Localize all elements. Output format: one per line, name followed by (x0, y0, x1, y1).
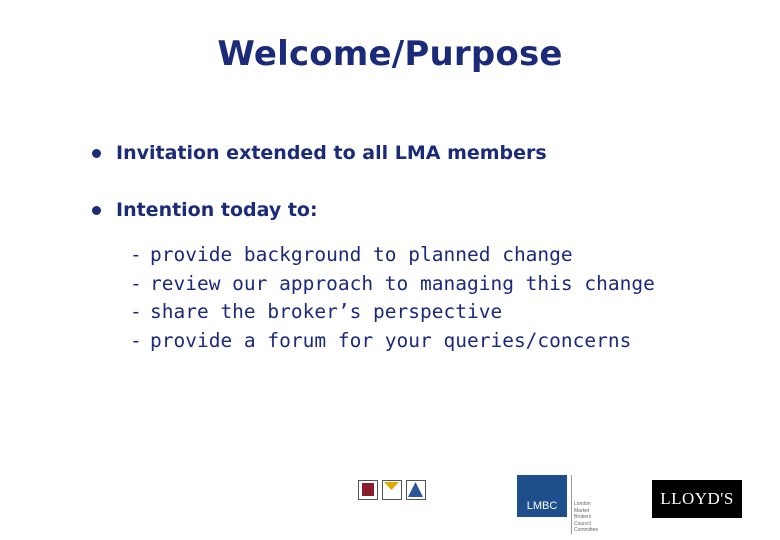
sub-item (130, 241, 655, 270)
slide-title: Welcome/Purpose (217, 34, 563, 74)
dash-marker: - (130, 328, 142, 352)
sub-item-list (130, 241, 655, 355)
sub-item (130, 270, 655, 299)
lma-logo-triangle-icon (406, 480, 426, 500)
bullet-dot-icon (92, 206, 101, 215)
lmbc-logo-tagline: London Market Brokers Council Committee (571, 475, 606, 534)
sub-item (130, 327, 655, 356)
bullet-item (92, 142, 547, 164)
dash-marker: - (130, 243, 142, 266)
sub-item (130, 298, 655, 327)
lmbc-logo-mark: LMBC (517, 475, 567, 517)
sub-item-text: provide background to planned change (150, 243, 573, 266)
dash-marker: - (130, 271, 142, 295)
lmbc-logo (517, 475, 606, 534)
lloyds-logo: LLOYD'S (652, 480, 742, 518)
bullet-text: Intention today to: (116, 199, 318, 221)
sub-item-text: share the broker’s perspective (150, 300, 503, 323)
lma-logo-chevron-icon (382, 480, 402, 500)
bullet-text: Invitation extended to all LMA members (116, 142, 547, 164)
lma-logo (358, 480, 426, 500)
sub-item-text: provide a forum for your queries/concerns (150, 328, 632, 352)
dash-marker: - (130, 300, 142, 323)
sub-item-text: review our approach to managing this change (150, 271, 655, 295)
bullet-item (92, 199, 318, 221)
lma-logo-square-red-icon (358, 480, 378, 500)
bullet-dot-icon (92, 149, 101, 158)
